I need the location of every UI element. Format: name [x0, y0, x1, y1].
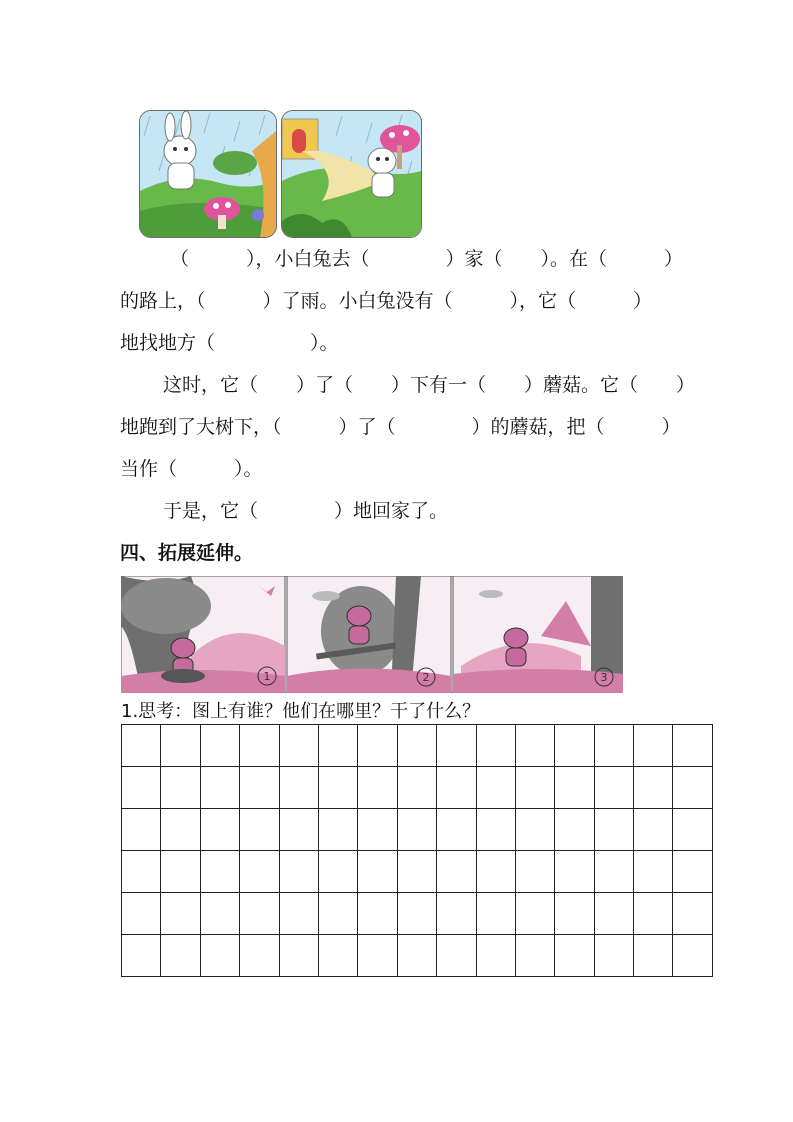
- grid-cell[interactable]: [122, 893, 161, 935]
- grid-cell[interactable]: [437, 935, 476, 977]
- grid-cell[interactable]: [673, 935, 712, 977]
- grid-cell[interactable]: [279, 767, 318, 809]
- grid-cell[interactable]: [437, 851, 476, 893]
- grid-row: [122, 893, 713, 935]
- grid-cell[interactable]: [437, 893, 476, 935]
- grid-cell[interactable]: [358, 893, 397, 935]
- grid-cell[interactable]: [476, 725, 515, 767]
- grid-cell[interactable]: [634, 935, 673, 977]
- grid-cell[interactable]: [634, 809, 673, 851]
- grid-cell[interactable]: [555, 809, 594, 851]
- grid-cell[interactable]: [476, 935, 515, 977]
- grid-cell[interactable]: [555, 767, 594, 809]
- grid-cell[interactable]: [437, 809, 476, 851]
- grid-cell[interactable]: [122, 851, 161, 893]
- grid-cell[interactable]: [555, 935, 594, 977]
- grid-cell[interactable]: [476, 851, 515, 893]
- grid-cell[interactable]: [437, 767, 476, 809]
- grid-cell[interactable]: [673, 851, 712, 893]
- story-line-6: 当作（ ）。: [120, 458, 263, 480]
- grid-cell[interactable]: [122, 935, 161, 977]
- grid-cell[interactable]: [240, 725, 279, 767]
- panel-number-1: 1: [263, 670, 271, 683]
- story-line-7: 于是，它（ ）地回家了。: [163, 500, 449, 522]
- grid-cell[interactable]: [358, 809, 397, 851]
- monkey-panel-1: [121, 576, 285, 693]
- grid-cell[interactable]: [555, 725, 594, 767]
- monkey-picture-strip: [121, 576, 623, 693]
- grid-cell[interactable]: [122, 767, 161, 809]
- story-line-5: 地跑到了大树下，（ ）了（ ）的蘑菇，把（ ）: [120, 416, 681, 438]
- grid-cell[interactable]: [318, 851, 357, 893]
- grid-cell[interactable]: [200, 851, 239, 893]
- grid-cell[interactable]: [122, 809, 161, 851]
- rabbit-panel-right: [281, 110, 422, 238]
- grid-cell[interactable]: [358, 851, 397, 893]
- grid-cell[interactable]: [161, 851, 200, 893]
- grid-row: [122, 725, 713, 767]
- grid-cell[interactable]: [515, 893, 554, 935]
- grid-cell[interactable]: [318, 935, 357, 977]
- grid-cell[interactable]: [240, 767, 279, 809]
- writing-grid[interactable]: [121, 724, 713, 977]
- grid-cell[interactable]: [555, 851, 594, 893]
- grid-cell[interactable]: [515, 809, 554, 851]
- grid-cell[interactable]: [200, 767, 239, 809]
- grid-cell[interactable]: [397, 725, 436, 767]
- grid-cell[interactable]: [594, 767, 633, 809]
- grid-cell[interactable]: [358, 725, 397, 767]
- grid-cell[interactable]: [279, 851, 318, 893]
- grid-row: [122, 935, 713, 977]
- grid-cell[interactable]: [200, 725, 239, 767]
- panel-number-2: 2: [422, 671, 430, 684]
- grid-cell[interactable]: [673, 809, 712, 851]
- grid-cell[interactable]: [161, 725, 200, 767]
- grid-cell[interactable]: [279, 725, 318, 767]
- grid-cell[interactable]: [476, 767, 515, 809]
- grid-cell[interactable]: [673, 893, 712, 935]
- grid-cell[interactable]: [358, 767, 397, 809]
- grid-row: [122, 767, 713, 809]
- grid-cell[interactable]: [240, 851, 279, 893]
- grid-cell[interactable]: [594, 893, 633, 935]
- grid-cell[interactable]: [122, 725, 161, 767]
- grid-cell[interactable]: [161, 935, 200, 977]
- monkey-panel-2: [287, 576, 451, 693]
- grid-cell[interactable]: [318, 767, 357, 809]
- grid-cell[interactable]: [318, 809, 357, 851]
- grid-cell[interactable]: [476, 893, 515, 935]
- grid-cell[interactable]: [279, 809, 318, 851]
- grid-cell[interactable]: [161, 767, 200, 809]
- grid-cell[interactable]: [240, 809, 279, 851]
- grid-cell[interactable]: [200, 809, 239, 851]
- grid-cell[interactable]: [358, 935, 397, 977]
- story-line-3: 地找地方（ ）。: [120, 332, 339, 354]
- story-line-1: （ ），小白兔去（ ）家（ ）。在（ ）: [170, 248, 684, 270]
- grid-cell[interactable]: [515, 725, 554, 767]
- grid-cell[interactable]: [200, 893, 239, 935]
- grid-cell[interactable]: [161, 893, 200, 935]
- grid-cell[interactable]: [634, 767, 673, 809]
- story-line-4: 这时，它（ ）了（ ）下有一（ ）蘑菇。它（ ）: [163, 374, 696, 396]
- grid-cell[interactable]: [594, 935, 633, 977]
- grid-cell[interactable]: [673, 725, 712, 767]
- grid-row: [122, 809, 713, 851]
- grid-cell[interactable]: [634, 725, 673, 767]
- grid-cell[interactable]: [594, 851, 633, 893]
- grid-cell[interactable]: [200, 935, 239, 977]
- grid-cell[interactable]: [397, 809, 436, 851]
- grid-cell[interactable]: [397, 893, 436, 935]
- grid-cell[interactable]: [594, 809, 633, 851]
- monkey-panel-3: [453, 576, 623, 693]
- grid-cell[interactable]: [594, 725, 633, 767]
- rabbit-panel-left: [139, 110, 277, 238]
- grid-cell[interactable]: [476, 809, 515, 851]
- grid-cell[interactable]: [515, 935, 554, 977]
- grid-cell[interactable]: [318, 725, 357, 767]
- grid-cell[interactable]: [397, 935, 436, 977]
- grid-cell[interactable]: [161, 809, 200, 851]
- grid-cell[interactable]: [437, 725, 476, 767]
- grid-cell[interactable]: [397, 851, 436, 893]
- grid-cell[interactable]: [279, 935, 318, 977]
- grid-cell[interactable]: [397, 767, 436, 809]
- question-1: 1.思考：图上有谁？他们在哪里？干了什么？: [121, 701, 481, 722]
- story-line-2: 的路上，（ ）了雨。小白兔没有（ ），它（ ）: [120, 290, 653, 312]
- grid-cell[interactable]: [240, 893, 279, 935]
- grid-cell[interactable]: [279, 893, 318, 935]
- section-heading: 四、拓展延伸。: [120, 542, 254, 564]
- grid-cell[interactable]: [318, 893, 357, 935]
- grid-cell[interactable]: [515, 767, 554, 809]
- grid-cell[interactable]: [634, 851, 673, 893]
- panel-number-3: 3: [600, 671, 608, 684]
- grid-cell[interactable]: [515, 851, 554, 893]
- grid-cell[interactable]: [240, 935, 279, 977]
- grid-row: [122, 851, 713, 893]
- grid-cell[interactable]: [634, 893, 673, 935]
- grid-cell[interactable]: [673, 767, 712, 809]
- grid-cell[interactable]: [555, 893, 594, 935]
- rabbit-story-pictures: [139, 110, 422, 236]
